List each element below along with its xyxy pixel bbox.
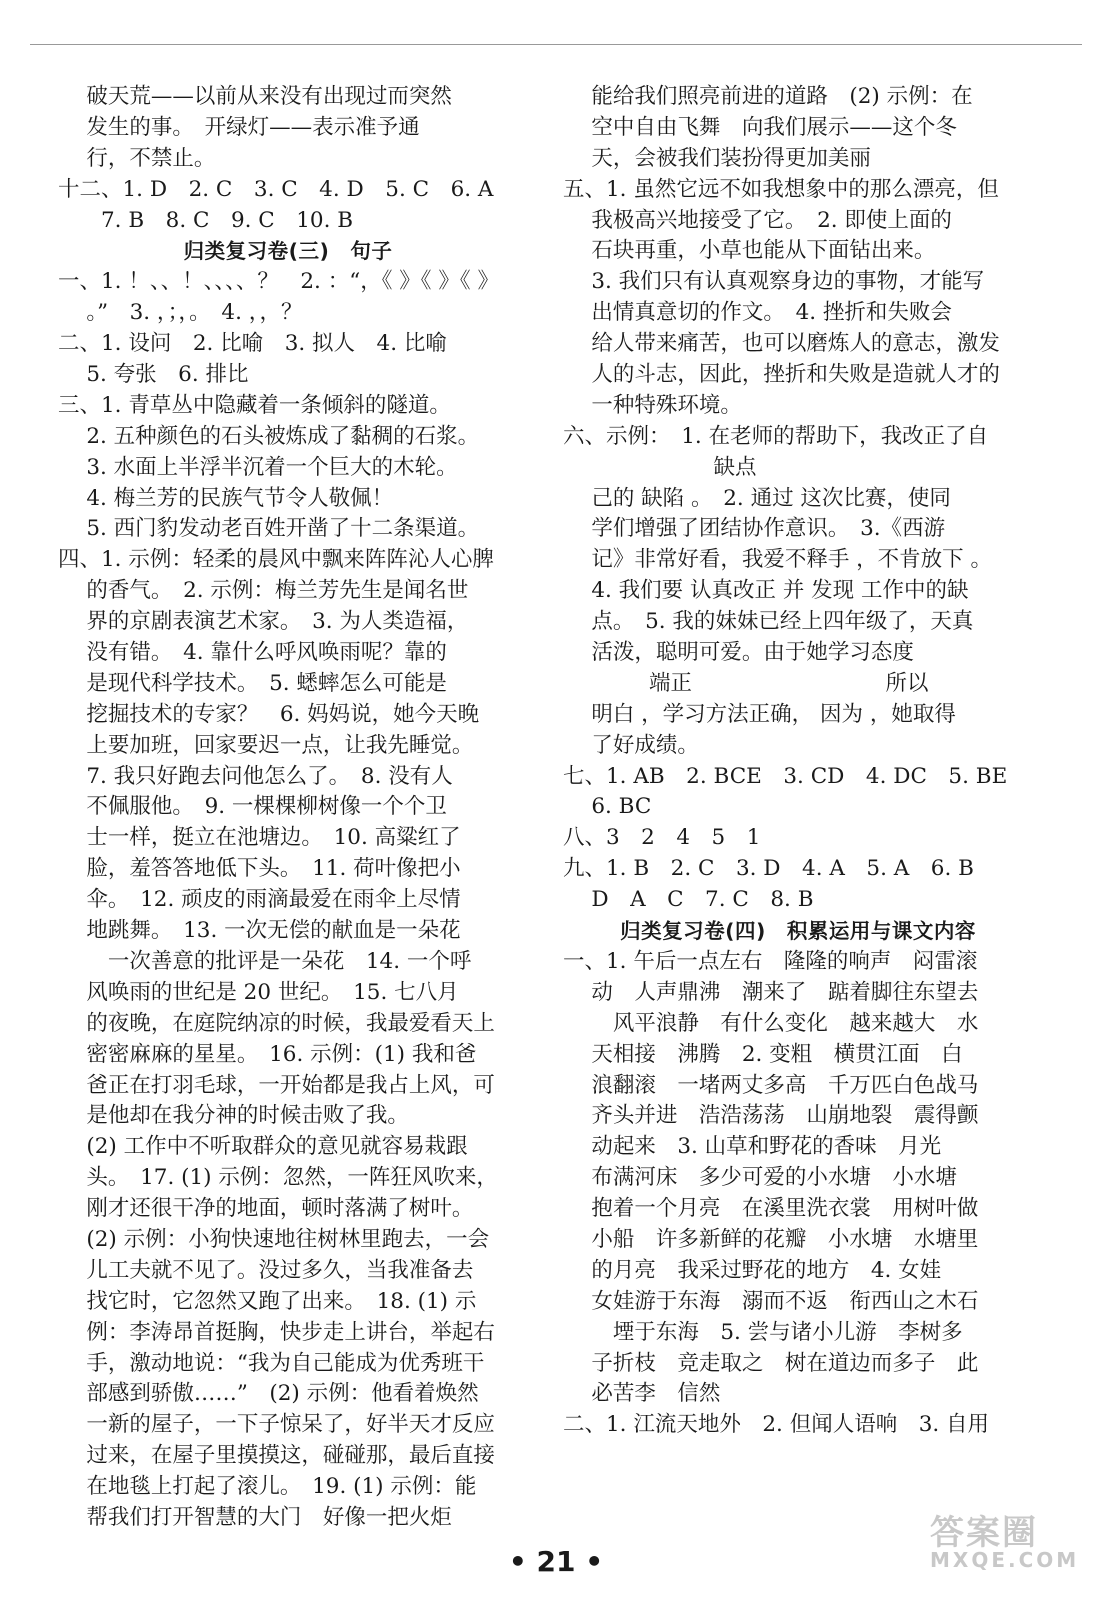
text-line: 是现代科学技术。 5. 蟋蟀怎么可能是 (58, 670, 447, 696)
text-line: 。” 3. ，；，。 4. ，，？ (58, 300, 303, 326)
text-line: 7. 我只好跑去问他怎么了。 8. 没有人 (58, 763, 453, 789)
text-line: 十二、1. D 2. C 3. C 4. D 5. C 6. A (58, 176, 494, 202)
text-line: 明白 ，学习方法正确， 因为 ，她取得 (563, 701, 956, 727)
text-line: 界的京剧表演艺术家。 3. 为人类造福， (58, 609, 469, 635)
text-line: 挖掘技术的专家？ 6. 妈妈说，她今天晚 (58, 701, 480, 727)
text-line: 是他却在我分神的时候击败了我。 (58, 1103, 409, 1129)
text-line: (2) 示例：小狗快速地往树林里跑去，一会 (58, 1226, 490, 1252)
watermark (930, 1505, 1100, 1595)
correction-mark-line: 缺点 (563, 454, 757, 480)
text-line: 刚才还很干净的地面，顿时落满了树叶。 (58, 1196, 474, 1222)
text-line: 儿工夫就不见了。没过多久，当我准备去 (58, 1257, 474, 1283)
text-line: 记》非常好看，我爱不释手 ，不肯放下 。 (563, 547, 993, 573)
text-line: 布满河床 多少可爱的小水塘 小水塘 (563, 1165, 957, 1191)
text-line: 给人带来痛苦，也可以磨炼人的意志，激发 (563, 331, 1000, 357)
text-line: 4. 梅兰芳的民族气节令人敬佩！ (58, 485, 394, 511)
section-heading: 归类复习卷(四) 积累运用与课文内容 (620, 919, 976, 944)
watermark-text: 答案圈 (930, 1513, 1038, 1553)
text-line: 在地毯上打起了滚儿。 19. (1) 示例：能 (58, 1474, 477, 1500)
text-line: 五、1. 虽然它远不如我想象中的那么漂亮，但 (563, 176, 999, 202)
text-line: 动 人声鼎沸 潮来了 踮着脚往东望去 (563, 979, 979, 1005)
text-line: 人的斗志，因此，挫折和失败是造就人才的 (563, 362, 1000, 388)
text-line: 行，不禁止。 (58, 145, 216, 171)
text-line: 天相接 沸腾 2. 变粗 横贯江面 白 (563, 1041, 963, 1067)
text-line: 不佩服他。 9. 一棵棵柳树像一个个卫 (58, 794, 447, 820)
text-line: 风唤雨的世纪是 20 世纪。 15. 七八月 (58, 979, 459, 1005)
text-line: 子折枝 竞走取之 树在道边而多子 此 (563, 1350, 979, 1376)
text-line: 齐头并进 浩浩荡荡 山崩地裂 震得颤 (563, 1103, 979, 1129)
text-line: 爸正在打羽毛球，一开始都是我占上风，可 (58, 1072, 495, 1098)
text-line: 伞。 12. 顽皮的雨滴最爱在雨伞上尽情 (58, 887, 461, 913)
text-line: 三、1. 青草丛中隐藏着一条倾斜的隧道。 (58, 392, 451, 418)
text-line: 地跳舞。 13. 一次无偿的献血是一朵花 (58, 918, 461, 944)
text-line: 破天荒——以前从来没有出现过而突然 (58, 84, 452, 109)
text-line: 石块再重，小草也能从下面钻出来。 (563, 238, 936, 264)
text-line: 士一样，挺立在池塘边。 10. 高粱红了 (58, 825, 461, 851)
text-line: D A C 7. C 8. B (563, 887, 814, 913)
text-line: 动起来 3. 山草和野花的香味 月光 (563, 1134, 942, 1160)
left-column (58, 82, 518, 1534)
text-line: 一、1. ！、、！、、、、？ 2. ：“，《 》《 》《 》 (58, 269, 499, 295)
text-line: 例：李涛昂首挺胸，快步走上讲台，举起右 (58, 1319, 495, 1345)
text-line: 女娃游于东海 溺而不返 衔西山之木石 (563, 1288, 979, 1314)
text-line: 四、1. 示例：轻柔的晨风中飘来阵阵沁人心脾 (58, 547, 494, 573)
text-line: 5. 夸张 6. 排比 (58, 362, 249, 388)
text-line: 出情真意切的作文。 4. 挫折和失败会 (563, 300, 952, 326)
text-line: 过来，在屋子里摸摸这，碰碰那，最后直接 (58, 1443, 495, 1469)
text-line: 我极高兴地接受了它。 2. 即使上面的 (563, 207, 952, 233)
correction-mark-line: 端正 所以 (563, 670, 929, 696)
text-line: 6. BC (563, 794, 652, 820)
text-line: 浪翻滚 一堵两丈多高 千万匹白色战马 (563, 1072, 979, 1098)
text-line: 手，激动地说：“我为自己能成为优秀班干 (58, 1350, 485, 1376)
text-line: 4. 我们要 认真改正 并 发现 工作中的缺 (563, 578, 969, 604)
text-line: 空中自由飞舞 向我们展示——这个冬 (563, 114, 957, 140)
text-line: 一、1. 午后一点左右 隆隆的响声 闷雷滚 (563, 948, 978, 974)
text-line: 一次善意的批评是一朵花 14. 一个呼 (58, 948, 472, 974)
text-line: 学们增强了团结协作意识。 3.《西游 (563, 516, 946, 542)
text-line: 二、1. 江流天地外 2. 但闻人语响 3. 自用 (563, 1412, 990, 1438)
text-line: 找它时，它忽然又跑了出来。 18. (1) 示 (58, 1288, 477, 1314)
text-line: 九、1. B 2. C 3. D 4. A 5. A 6. B (563, 856, 974, 882)
text-line: 7. B 8. C 9. C 10. B (58, 207, 354, 233)
text-line: 抱着一个月亮 在溪里洗衣裳 用树叶做 (563, 1196, 979, 1222)
text-line: 部感到骄傲……” (2) 示例：他看着焕然 (58, 1381, 479, 1407)
text-line: 六、示例： 1. 在老师的帮助下，我改正了自 (563, 423, 989, 449)
text-line: 堙于东海 5. 尝与诸小儿游 李树多 (563, 1319, 963, 1345)
text-line: 头。 17. (1) 示例：忽然，一阵狂风吹来， (58, 1165, 498, 1191)
text-line: 小船 许多新鲜的花瓣 小水塘 水塘里 (563, 1226, 979, 1252)
text-line: 一新的屋子，一下子惊呆了，好半天才反应 (58, 1412, 495, 1438)
text-line: 3. 水面上半浮半沉着一个巨大的木轮。 (58, 454, 458, 480)
watermark-url: MXQE.COM (930, 1548, 1080, 1572)
text-line: 天，会被我们装扮得更加美丽 (563, 145, 871, 171)
text-line: 活泼，聪明可爱。由于她学习态度 (563, 640, 914, 666)
text-line: 的夜晚，在庭院纳凉的时候，我最爱看天上 (58, 1010, 495, 1036)
text-line: (2) 工作中不听取群众的意见就容易栽跟 (58, 1134, 468, 1160)
text-line: 密密麻麻的星星。 16. 示例：(1) 我和爸 (58, 1041, 477, 1067)
page-number: • 21 • (508, 1545, 604, 1578)
text-line: 必苦李 信然 (563, 1381, 721, 1407)
text-line: 七、1. AB 2. BCE 3. CD 4. DC 5. BE (563, 763, 1008, 789)
text-line: 脸，羞答答地低下头。 11. 荷叶像把小 (58, 856, 461, 882)
text-line: 的香气。 2. 示例：梅兰芳先生是闻名世 (58, 578, 469, 604)
text-line: 的月亮 我采过野花的地方 4. 女娃 (563, 1257, 942, 1283)
text-line: 八、3 2 4 5 1 (563, 825, 761, 851)
text-line: 能给我们照亮前进的道路 (2) 示例：在 (563, 84, 973, 109)
text-line: 上要加班，回家要迟一点，让我先睡觉。 (58, 732, 474, 758)
text-line: 帮我们打开智慧的大门 好像一把火炬 (58, 1504, 452, 1530)
text-line: 5. 西门豹发动老百姓开凿了十二条渠道。 (58, 516, 480, 542)
text-line: 没有错。 4. 靠什么呼风唤雨呢？靠的 (58, 640, 447, 666)
text-line: 一种特殊环境。 (563, 392, 742, 418)
text-line: 2. 五种颜色的石头被炼成了黏稠的石浆。 (58, 423, 480, 449)
text-line: 发生的事。 开绿灯——表示准予通 (58, 114, 420, 140)
top-rule (30, 44, 1082, 45)
section-heading: 归类复习卷(三) 句子 (183, 239, 393, 264)
right-column (563, 82, 1033, 1441)
text-line: 3. 我们只有认真观察身边的事物，才能写 (563, 269, 985, 295)
text-line: 风平浪静 有什么变化 越来越大 水 (563, 1010, 979, 1036)
text-line: 己的 缺陷 。 2. 通过 这次比赛，使同 (563, 485, 951, 511)
text-line: 了好成绩。 (563, 732, 699, 758)
text-line: 点。 5. 我的妹妹已经上四年级了，天真 (563, 609, 974, 635)
text-line: 二、1. 设问 2. 比喻 3. 拟人 4. 比喻 (58, 331, 447, 357)
